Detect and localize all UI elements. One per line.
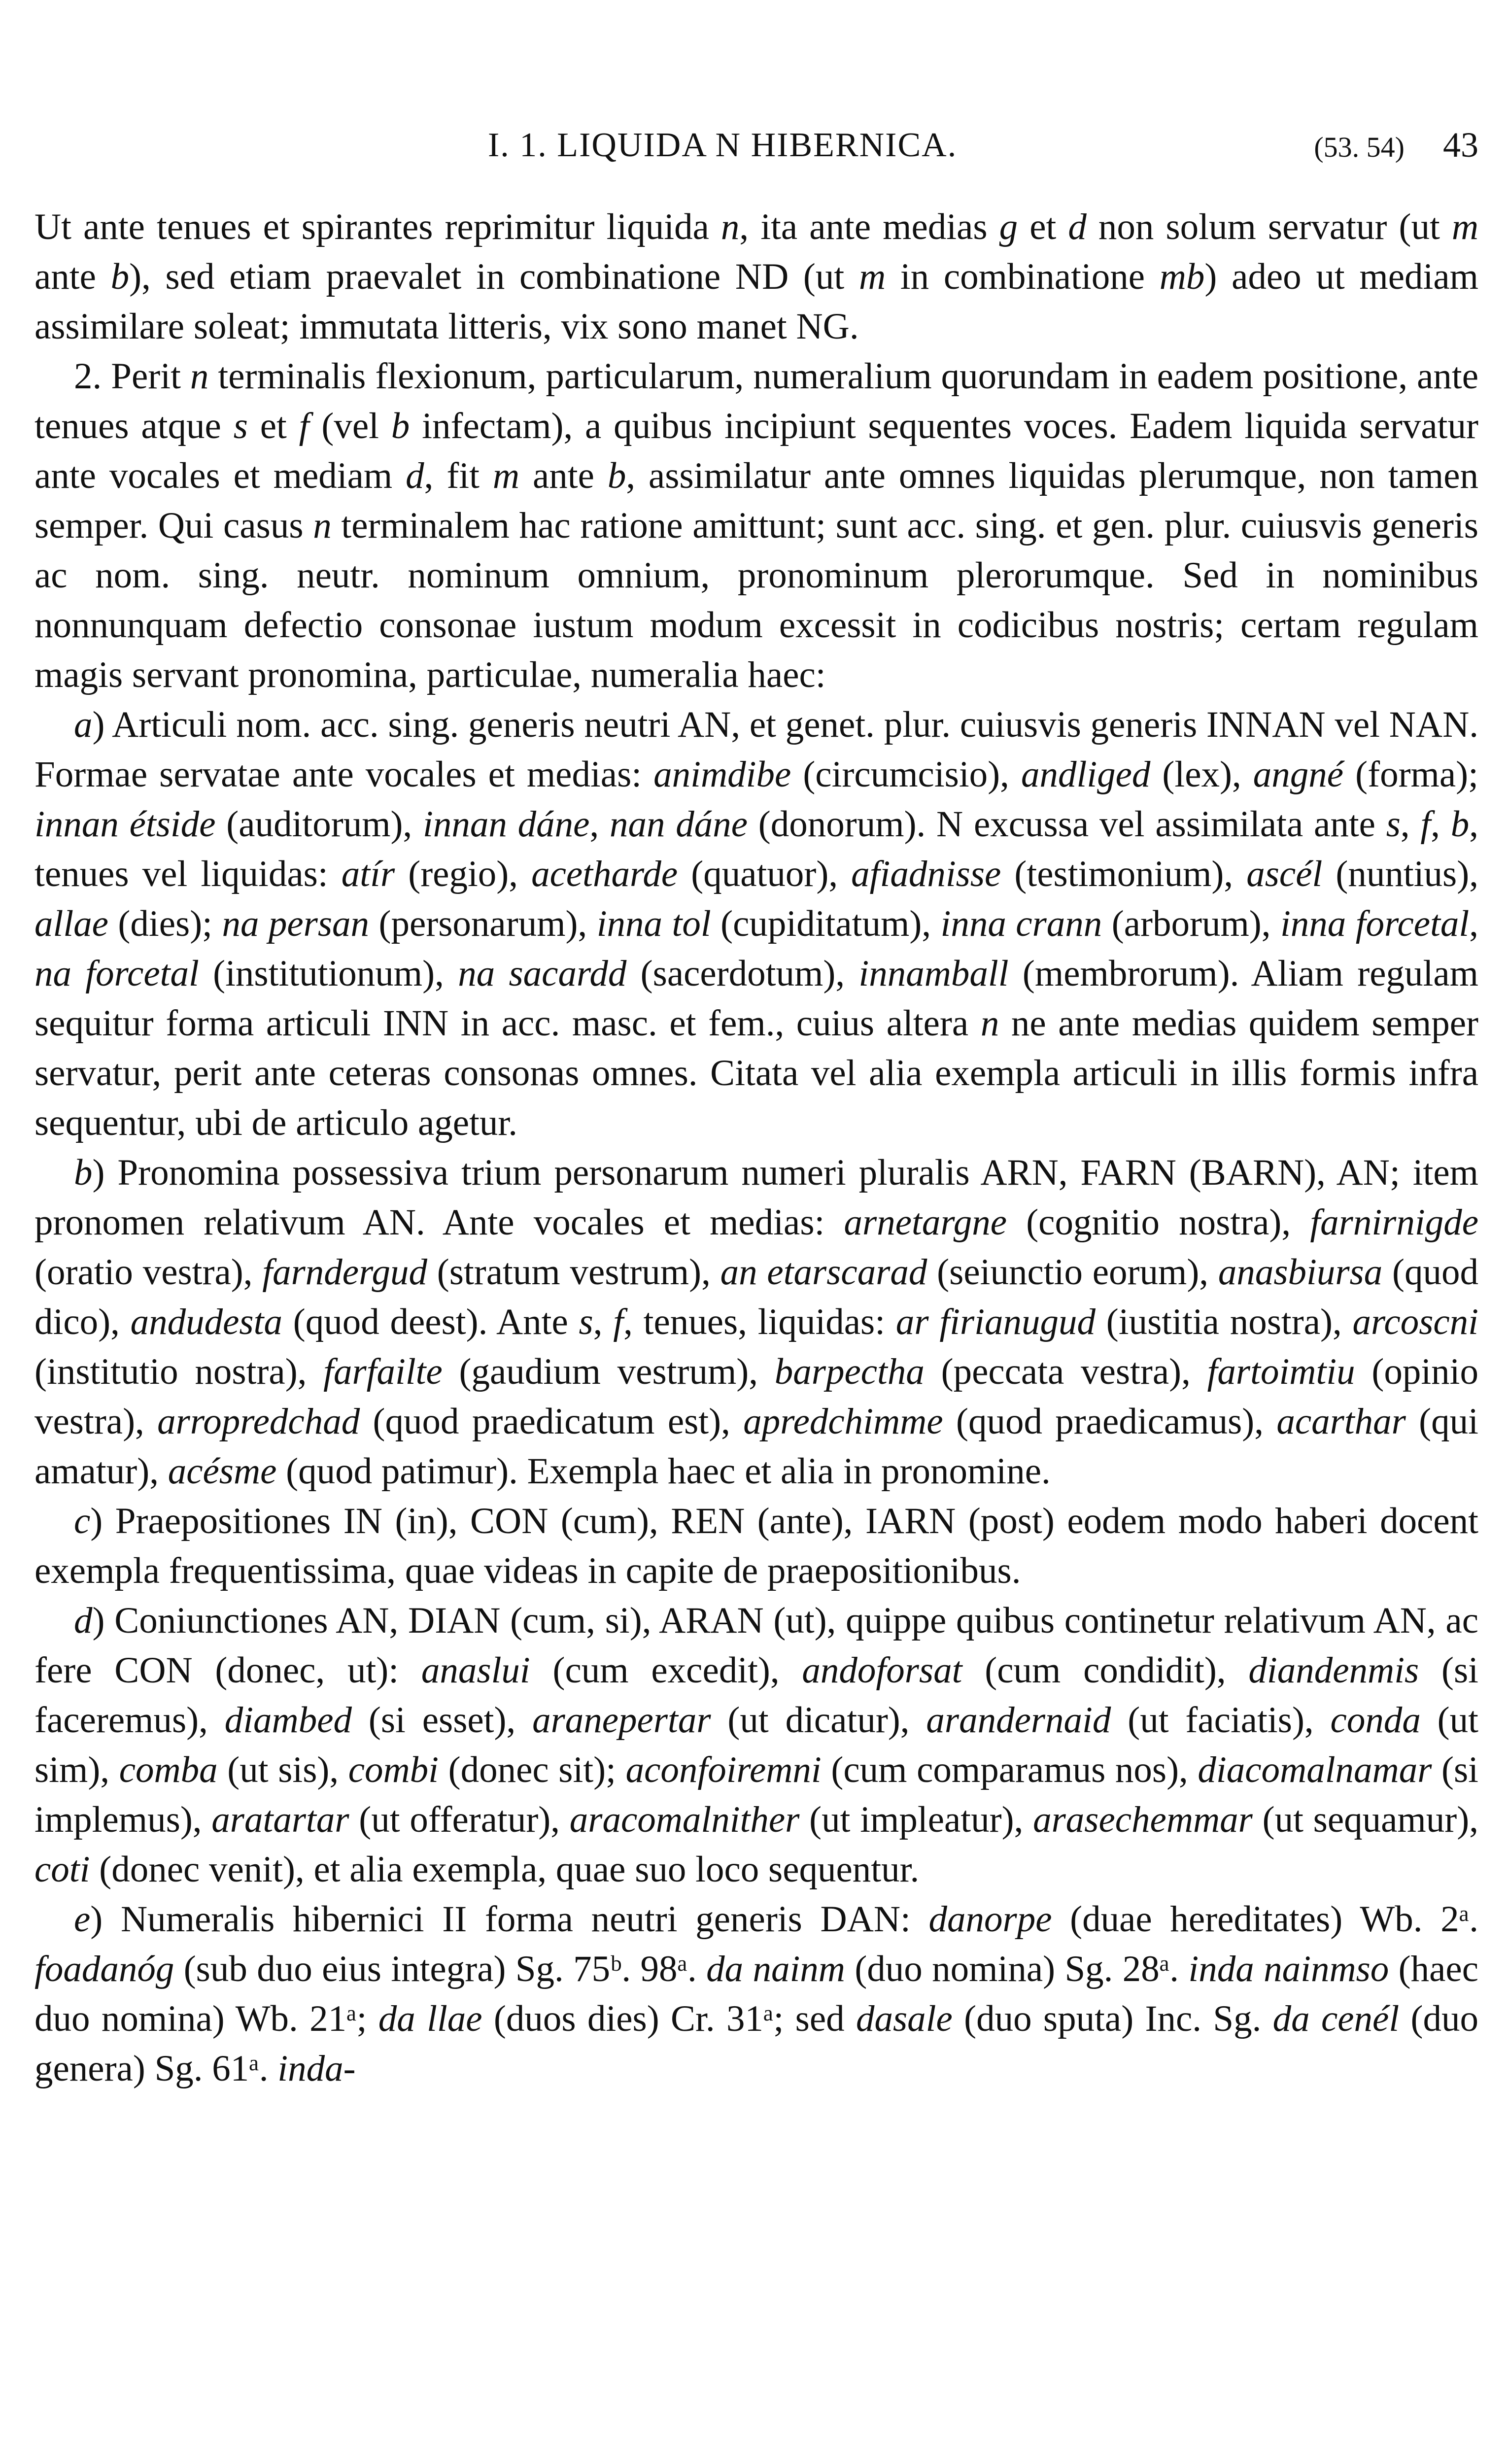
text-run: (ut impleatur), xyxy=(799,1799,1033,1840)
paragraph-b xyxy=(34,1148,1478,1496)
italic-term: diambed xyxy=(224,1700,352,1741)
body-text xyxy=(34,202,1478,2093)
italic-term: barpectha xyxy=(774,1351,925,1392)
text-run: et xyxy=(247,406,299,446)
italic-term: c xyxy=(74,1501,91,1541)
text-run: , xyxy=(1431,804,1451,845)
italic-term: allae xyxy=(34,903,108,944)
italic-term: angné xyxy=(1253,754,1344,795)
italic-term: atír xyxy=(341,854,395,894)
text-run: (quod deest). Ante xyxy=(282,1301,579,1342)
italic-term: f xyxy=(299,406,309,446)
text-run: ) Praepositiones IN (in), CON (cum), REN (ante), IARN (post) eodem modo haberi docent exempla frequentissima, quae videas in capite de praepositionibus. xyxy=(34,1501,1478,1591)
italic-term: farndergud xyxy=(262,1252,427,1293)
italic-term: arropredchad xyxy=(157,1401,360,1442)
text-run: (quod praedicamus), xyxy=(943,1401,1277,1442)
italic-term: arandernaid xyxy=(926,1700,1111,1741)
italic-term: innan dáne xyxy=(423,804,590,845)
text-run: (donorum). N excussa vel assimilata ante xyxy=(748,804,1386,845)
text-run: (lex), xyxy=(1150,754,1253,795)
text-run: (sacerdotum), xyxy=(626,953,859,994)
italic-term: combi xyxy=(348,1749,439,1790)
text-run: (si faceremus), xyxy=(34,1650,1478,1741)
italic-term: b xyxy=(607,455,626,496)
text-run: (haec duo nomina) Wb. 21ᵃ; xyxy=(34,1949,1478,2039)
italic-term: a xyxy=(74,704,93,745)
italic-term: m xyxy=(858,256,886,297)
text-run: ) Articuli nom. acc. sing. generis neutri AN, et genet. plur. cuiusvis generis INNAN vel NAN. Formae servatae ante vocales et medias: xyxy=(34,704,1478,795)
text-run: (duo sputa) Inc. Sg. xyxy=(952,1998,1273,2039)
text-run: (si esset), xyxy=(352,1700,533,1741)
italic-term: fartoimtiu xyxy=(1207,1351,1355,1392)
text-run: (ut offeratur), xyxy=(349,1799,570,1840)
text-run: (duo genera) Sg. 61ᵃ. xyxy=(34,1998,1478,2089)
italic-term: s xyxy=(233,406,248,446)
italic-term: farnirnigde xyxy=(1310,1202,1478,1243)
text-run: , tenues vel liquidas: xyxy=(34,804,1479,894)
italic-term: afiadnisse xyxy=(851,854,1001,894)
text-run: ) Coniunctiones AN, DIAN (cum, si), ARAN (ut), quippe quibus continetur relativum AN, ac fere CON (donec, ut): xyxy=(34,1600,1478,1691)
italic-term: ar firianugud xyxy=(895,1301,1096,1342)
italic-term: arnetargne xyxy=(844,1202,1007,1243)
italic-term: nan dáne xyxy=(609,804,748,845)
paragraph-a xyxy=(34,700,1478,1148)
paragraph-e xyxy=(34,1894,1478,2093)
section-reference: (53. 54) xyxy=(1314,131,1405,163)
text-run: (peccata vestra), xyxy=(924,1351,1207,1392)
italic-term: na sacardd xyxy=(458,953,627,994)
italic-term: f xyxy=(613,1301,624,1342)
text-run: , xyxy=(593,1301,614,1342)
text-run: (cognitio nostra), xyxy=(1007,1202,1310,1243)
text-run: (regio), xyxy=(395,854,532,894)
italic-term: n xyxy=(980,1003,999,1044)
text-run: (qui amatur), xyxy=(34,1401,1478,1492)
text-run: (forma); xyxy=(1343,754,1478,795)
italic-term: anasbiursa xyxy=(1218,1252,1383,1293)
italic-term: n xyxy=(720,206,740,247)
italic-term: danorpe xyxy=(928,1899,1052,1940)
text-run: (cum excedit), xyxy=(530,1650,802,1691)
text-run: (institutionum), xyxy=(199,953,458,994)
italic-term: innamball xyxy=(858,953,1009,994)
text-run: (opinio vestra), xyxy=(34,1351,1479,1442)
italic-term: m xyxy=(492,455,520,496)
text-run: ) Numeralis hibernici II forma neutri generis DAN: xyxy=(90,1899,929,1940)
italic-term: innan étside xyxy=(34,804,216,845)
text-run: (duo nomina) Sg. 28ᵃ. xyxy=(845,1949,1189,1989)
italic-term: inna forcetal xyxy=(1280,903,1470,944)
italic-term: na forcetal xyxy=(34,953,199,994)
text-run: Ut ante tenues et spirantes reprimitur liquida xyxy=(34,206,721,247)
text-run: , ita ante medias xyxy=(739,206,999,247)
italic-term: aranepertar xyxy=(532,1700,711,1741)
italic-term: inna crann xyxy=(940,903,1102,944)
text-run: (quatuor), xyxy=(678,854,852,894)
text-run: (duae hereditates) Wb. 2ᵃ. xyxy=(1052,1899,1478,1940)
italic-term: s xyxy=(1386,804,1401,845)
italic-term: n xyxy=(313,505,332,546)
text-run: (quod patimur). Exempla haec et alia in pronomine. xyxy=(276,1451,1051,1492)
italic-term: diandenmis xyxy=(1248,1650,1419,1691)
italic-term: na persan xyxy=(222,903,370,944)
text-run: (ut dicatur), xyxy=(711,1700,926,1741)
text-run: , xyxy=(589,804,610,845)
italic-term: b xyxy=(1450,804,1470,845)
italic-term: aracomalnither xyxy=(569,1799,800,1840)
italic-term: acésme xyxy=(168,1451,277,1492)
text-run: (iustitia nostra), xyxy=(1096,1301,1353,1342)
italic-term: d xyxy=(1068,206,1087,247)
text-run: (oratio vestra), xyxy=(34,1252,263,1293)
italic-term: an etarscarad xyxy=(720,1252,927,1293)
italic-term: farfailte xyxy=(323,1351,443,1392)
text-run: 2. Perit xyxy=(74,356,190,397)
italic-term: diacomalnamar xyxy=(1198,1749,1432,1790)
text-run: ) adeo ut mediam assimilare soleat; immutata litteris, vix sono manet NG. xyxy=(34,256,1478,347)
text-run: (cum comparamus nos), xyxy=(821,1749,1198,1790)
italic-term: f xyxy=(1420,804,1431,845)
paragraph-2 xyxy=(34,351,1478,700)
text-run: (testimonium), xyxy=(1001,854,1247,894)
text-run: , xyxy=(1469,903,1478,944)
text-run: (cupiditatum), xyxy=(711,903,941,944)
italic-term: inda- xyxy=(277,2048,356,2089)
italic-term: da llae xyxy=(378,1998,482,2039)
italic-term: conda xyxy=(1330,1700,1421,1741)
text-run: , fit xyxy=(424,455,493,496)
text-run: (institutio nostra), xyxy=(34,1351,324,1392)
text-run: (duos dies) Cr. 31ᵃ; sed xyxy=(482,1998,856,2039)
text-run: , xyxy=(1400,804,1421,845)
text-run: (ut sim), xyxy=(34,1700,1478,1790)
italic-term: arasechemmar xyxy=(1033,1799,1253,1840)
italic-term: foadanóg xyxy=(34,1949,174,1989)
text-run: ante xyxy=(34,256,111,297)
text-run: (auditorum), xyxy=(215,804,423,845)
text-run: (si implemus), xyxy=(34,1749,1478,1840)
italic-term: inda nainmso xyxy=(1188,1949,1389,1989)
italic-term: andliged xyxy=(1021,754,1151,795)
italic-term: apredchimme xyxy=(743,1401,943,1442)
text-run: (ut sis), xyxy=(217,1749,348,1790)
italic-term: animdibe xyxy=(653,754,791,795)
text-run: (membrorum). Aliam regulam sequitur forma articuli INN in acc. masc. et fem., cuius altera xyxy=(34,953,1479,1044)
text-run: (stratum vestrum), xyxy=(427,1252,720,1293)
text-run: (quod dico), xyxy=(34,1252,1478,1342)
italic-term: aratartar xyxy=(211,1799,349,1840)
text-run: (seiunctio eorum), xyxy=(927,1252,1218,1293)
text-run: (dies); xyxy=(108,903,222,944)
text-run: (ut sequamur), xyxy=(1252,1799,1478,1840)
text-run: (donec venit), et alia exempla, quae suo loco sequentur. xyxy=(90,1849,920,1890)
italic-term: b xyxy=(391,406,410,446)
text-run: infectam), a quibus incipiunt sequentes voces. Eadem liquida servatur ante vocales et mediam xyxy=(34,406,1478,496)
italic-term: coti xyxy=(34,1849,90,1890)
text-run: (donec sit); xyxy=(439,1749,626,1790)
italic-term: da nainm xyxy=(706,1949,845,1989)
text-run: terminalem hac ratione amittunt; sunt acc. sing. et gen. plur. cuiusvis generis ac nom. sing. neutr. nominum omnium, pronominum plerorumque. Sed in nominibus nonnunquam defectio consonae iustum modum excessit in codicibus nostris; certam regulam magis servant pronomina, particulae, numeralia haec: xyxy=(34,505,1478,695)
italic-term: comba xyxy=(119,1749,218,1790)
italic-term: g xyxy=(999,206,1018,247)
italic-term: dasale xyxy=(856,1998,953,2039)
italic-term: d xyxy=(74,1600,93,1641)
italic-term: d xyxy=(406,455,424,496)
text-run: (sub duo eius integra) Sg. 75ᵇ. 98ᵃ. xyxy=(174,1949,707,1989)
paragraph-1 xyxy=(34,202,1478,351)
paragraph-d xyxy=(34,1596,1478,1894)
italic-term: n xyxy=(190,356,209,397)
section-title: I. 1. LIQUIDA N HIBERNICA. xyxy=(488,126,958,164)
italic-term: acetharde xyxy=(531,854,678,894)
italic-term: b xyxy=(74,1152,93,1193)
italic-term: inna tol xyxy=(596,903,711,944)
paragraph-c xyxy=(34,1496,1478,1596)
italic-term: s xyxy=(579,1301,593,1342)
text-run: et xyxy=(1018,206,1068,247)
text-run: (cum condidit), xyxy=(962,1650,1249,1691)
italic-term: andudesta xyxy=(130,1301,282,1342)
italic-term: m xyxy=(1451,206,1479,247)
text-run: (circumcisio), xyxy=(791,754,1021,795)
text-run: (nuntius), xyxy=(1322,854,1478,894)
text-run: (personarum), xyxy=(369,903,597,944)
italic-term: e xyxy=(74,1899,91,1940)
text-run: , assimilatur ante omnes liquidas plerumque, non tamen semper. Qui casus xyxy=(34,455,1479,546)
text-run: non solum servatur (ut xyxy=(1086,206,1452,247)
text-run: ne ante medias quidem semper servatur, perit ante ceteras consonas omnes. Citata vel alia exempla articuli in illis formis infra sequentur, ubi de articulo agetur. xyxy=(34,1003,1478,1143)
italic-term: b xyxy=(110,256,130,297)
italic-term: acarthar xyxy=(1276,1401,1406,1442)
text-run: ante xyxy=(519,455,608,496)
running-header xyxy=(34,113,1478,177)
italic-term: ascél xyxy=(1246,854,1323,894)
italic-term: aconfoiremni xyxy=(625,1749,822,1790)
text-run: terminalis flexionum, particularum, numeralium quorundam in eadem positione, ante tenues atque xyxy=(34,356,1478,446)
page-number: 43 xyxy=(1443,125,1478,165)
italic-term: arcoscni xyxy=(1352,1301,1479,1342)
text-run: (ut faciatis), xyxy=(1111,1700,1331,1741)
italic-term: andoforsat xyxy=(802,1650,962,1691)
text-run: in combinatione xyxy=(886,256,1160,297)
italic-term: mb xyxy=(1159,256,1205,297)
text-run: ) Pronomina possessiva trium personarum numeri pluralis ARN, FARN (BARN), AN; item pronomen relativum AN. Ante vocales et medias: xyxy=(34,1152,1478,1243)
text-run: (gaudium vestrum), xyxy=(442,1351,775,1392)
text-run: , tenues, liquidas: xyxy=(623,1301,896,1342)
italic-term: da cenél xyxy=(1272,1998,1400,2039)
text-run: ), sed etiam praevalet in combinatione ND (ut xyxy=(129,256,859,297)
text-run: (vel xyxy=(309,406,391,446)
italic-term: anaslui xyxy=(421,1650,530,1691)
text-run: (quod praedicatum est), xyxy=(360,1401,744,1442)
text-run: (arborum), xyxy=(1102,903,1280,944)
